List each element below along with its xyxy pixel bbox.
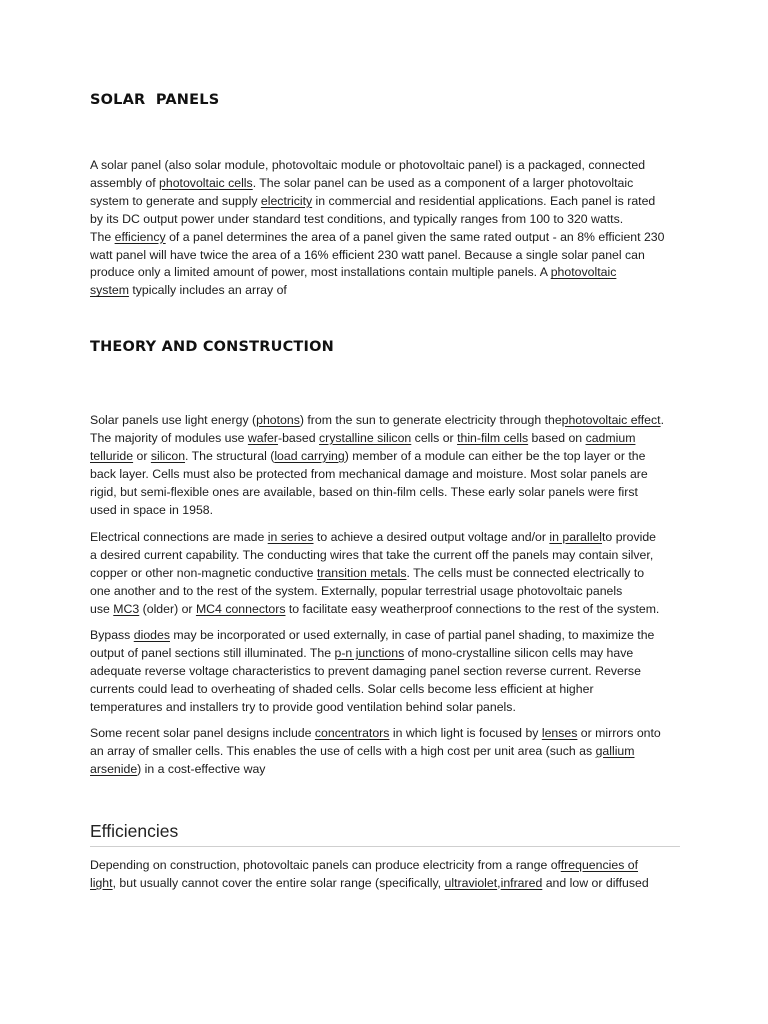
line [90, 565, 682, 583]
link-load-carrying[interactable]: load carrying [274, 448, 345, 463]
link-concentrators[interactable]: concentrators [314, 726, 390, 740]
link-in-parallel[interactable]: in parallel [549, 530, 603, 544]
text: to achieve a desired output voltage and/or [313, 530, 550, 544]
link-mc3[interactable]: MC3 [113, 601, 140, 616]
line [90, 857, 682, 875]
paragraph-bypass-diodes [90, 627, 682, 717]
paragraph-intro [90, 157, 682, 300]
text: of a panel determines the area of a panel given the same rated output - an 8% efficient 230 [165, 229, 665, 244]
line [90, 211, 682, 229]
link-photovoltaic-system-2[interactable]: system [90, 283, 129, 298]
heading-solar-panels: SOLAR PANELS [90, 92, 220, 108]
text: a desired current capability. The conducting wires that take the current off the panels may contain silver, [90, 547, 654, 562]
link-lenses[interactable]: lenses [541, 726, 578, 740]
link-thin-film-cells[interactable]: thin-film cells [457, 430, 529, 445]
line [90, 193, 682, 211]
link-cadmium-telluride[interactable]: cadmium [585, 430, 636, 445]
text: A solar panel (also solar module, photovoltaic module or photovoltaic panel) is a packaged, connected [90, 158, 646, 172]
link-gallium-arsenide[interactable]: gallium [595, 743, 635, 758]
text: rigid, but semi-flexible ones are available, based on thin-film cells. These early solar panels were first [90, 484, 638, 499]
text: may be incorporated or used externally, in case of partial panel shading, to maximize the [170, 628, 655, 642]
text: or mirrors onto [577, 726, 661, 740]
link-photons[interactable]: photons [256, 413, 300, 427]
text: typically includes an array of [128, 283, 287, 298]
text: by its DC output power under standard test conditions, and typically ranges from 100 to 320 watts. [90, 211, 624, 226]
text: , but usually cannot cover the entire solar range (specifically, [112, 875, 445, 890]
link-photovoltaic-system[interactable]: photovoltaic [550, 265, 617, 280]
paragraph-concentrators [90, 725, 682, 779]
link-transition-metals[interactable]: transition metals [316, 565, 407, 580]
link-crystalline-silicon[interactable]: crystalline silicon [319, 430, 412, 445]
text: Electrical connections are made [90, 530, 268, 544]
link-photovoltaic-cells[interactable]: photovoltaic cells [159, 175, 253, 190]
text: assembly of [90, 175, 160, 190]
text: Bypass [90, 628, 134, 642]
line [90, 699, 682, 717]
line [90, 645, 682, 663]
text: currents could lead to overheating of shaded cells. Solar cells become less efficient at higher [90, 681, 594, 696]
text: . [660, 413, 664, 427]
text: based on [528, 430, 586, 445]
text: use [90, 601, 114, 616]
text: of mono-crystalline silicon cells may have [404, 645, 634, 660]
link-in-series[interactable]: in series [267, 530, 314, 544]
text: Solar panels use light energy ( [90, 413, 257, 427]
line [90, 448, 682, 466]
link-electricity[interactable]: electricity [260, 193, 313, 208]
line [90, 282, 682, 300]
line [90, 157, 682, 175]
line [90, 547, 682, 565]
text: back layer. Cells must also be protected from mechanical damage and moisture. Most solar panels are [90, 466, 648, 481]
text: to facilitate easy weatherproof connections to the rest of the system. [285, 601, 660, 616]
link-ultraviolet[interactable]: ultraviolet [444, 875, 498, 890]
text: , [497, 875, 501, 890]
line [90, 875, 682, 893]
line [90, 466, 682, 484]
text: (older) or [139, 601, 196, 616]
link-gallium-arsenide-2[interactable]: arsenide [90, 761, 138, 776]
link-silicon[interactable]: silicon [150, 448, 186, 463]
line [90, 743, 682, 761]
link-p-n-junctions[interactable]: p-n junctions [334, 645, 405, 660]
line [90, 725, 682, 743]
line [90, 761, 682, 779]
line [90, 175, 682, 193]
text: in which light is focused by [389, 726, 542, 740]
text: one another and to the rest of the system. Externally, popular terrestrial usage photovoltaic panels [90, 583, 623, 598]
link-infrared[interactable]: infrared [500, 875, 543, 890]
text: produce only a limited amount of power, most installations contain multiple panels. A [90, 265, 551, 280]
link-mc4-connectors[interactable]: MC4 connectors [195, 601, 286, 616]
text: to provide [602, 530, 657, 544]
text: The majority of modules use [90, 430, 248, 445]
link-frequencies-of-light-2[interactable]: light [90, 875, 113, 890]
link-efficiency[interactable]: efficiency [114, 229, 166, 244]
text: watt panel will have twice the area of a 16% efficient 230 watt panel. Because a single solar panel can [90, 247, 645, 262]
text: ) member of a module can either be the top layer or the [344, 448, 646, 463]
text: . The cells must be connected electrically to [406, 565, 645, 580]
text: used in space in 1958. [90, 502, 214, 517]
text: or [133, 448, 151, 463]
line [90, 529, 682, 547]
line [90, 430, 682, 448]
text: and low or diffused [542, 875, 649, 890]
text: . The solar panel can be used as a component of a larger photovoltaic [252, 175, 634, 190]
line [90, 583, 682, 601]
heading-efficiencies: Efficiencies [90, 821, 179, 841]
line [90, 264, 682, 282]
text: system to generate and supply [90, 193, 261, 208]
line [90, 627, 682, 645]
text: in commercial and residential applications. Each panel is rated [312, 193, 656, 208]
paragraph-electrical-connections [90, 529, 682, 619]
heading-divider [90, 846, 680, 847]
paragraph-efficiencies [90, 857, 682, 893]
line [90, 502, 682, 520]
line [90, 229, 682, 247]
link-frequencies-of-light[interactable]: frequencies of [560, 858, 639, 872]
link-diodes[interactable]: diodes [133, 628, 170, 642]
text: Depending on construction, photovoltaic panels can produce electricity from a range of [90, 858, 561, 872]
line [90, 601, 682, 619]
text: an array of smaller cells. This enables the use of cells with a high cost per unit area (such as [90, 743, 596, 758]
text: -based [277, 430, 319, 445]
link-photovoltaic-effect[interactable]: photovoltaic effect [561, 413, 661, 427]
text: . The structural ( [185, 448, 275, 463]
text: adequate reverse voltage characteristics to prevent damaging panel section reverse current. Reverse [90, 663, 641, 678]
heading-theory-and-construction: THEORY AND CONSTRUCTION [90, 339, 334, 355]
line [90, 681, 682, 699]
paragraph-theory [90, 412, 682, 519]
line [90, 247, 682, 265]
text: ) from the sun to generate electricity through the [299, 413, 562, 427]
text: ) in a cost-effective way [137, 761, 266, 776]
line [90, 663, 682, 681]
text: temperatures and installers try to provide good ventilation behind solar panels. [90, 699, 516, 714]
text: output of panel sections still illuminated. The [90, 645, 335, 660]
text: Some recent solar panel designs include [90, 726, 315, 740]
link-cadmium-telluride-2[interactable]: telluride [90, 448, 134, 463]
text: cells or [411, 430, 458, 445]
text: The [90, 229, 115, 244]
line [90, 484, 682, 502]
link-wafer[interactable]: wafer [247, 430, 278, 445]
line [90, 412, 682, 430]
text: copper or other non-magnetic conductive [90, 565, 317, 580]
